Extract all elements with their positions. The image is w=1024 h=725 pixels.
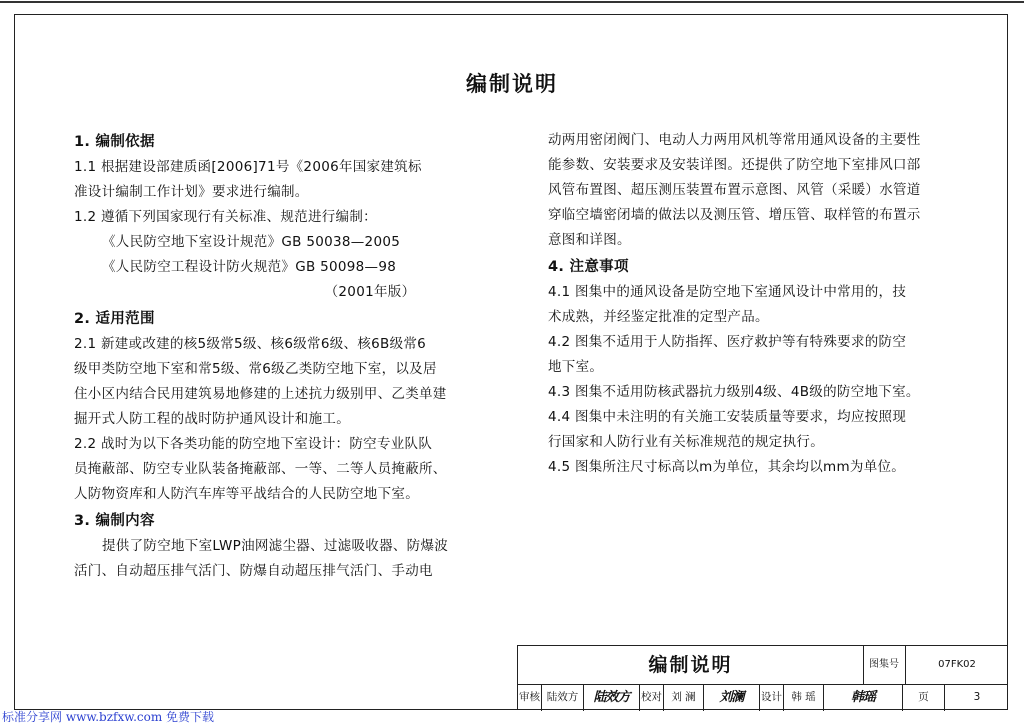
standard-edition: （2001年版） <box>324 284 416 300</box>
text-line: 术成熟，并经鉴定批准的定型产品。 <box>548 309 769 325</box>
text-line: 1.2 遵循下列国家现行有关标准、规范进行编制： <box>74 209 377 225</box>
checker-signature: 刘澜 <box>704 684 760 711</box>
standard-reference: 《人民防空工程设计防火规范》GB 50098—98 <box>102 259 397 275</box>
text-line: 4.2 图集不适用于人防指挥、医疗救护等有特殊要求的防空 <box>548 334 907 350</box>
title-block-top-row <box>518 646 1008 685</box>
atlas-number: 07FK02 <box>938 659 976 670</box>
text-line: 风管布置图、超压测压装置布置示意图、风管（采暖）水管道 <box>548 182 921 198</box>
text-line: 1.1 根据建设部建质函[2006]71号《2006年国家建筑标 <box>74 159 422 175</box>
section-heading-content: 3. 编制内容 <box>74 513 155 529</box>
text-line: 行国家和人防行业有关标准规范的规定执行。 <box>548 434 824 450</box>
text-line: 活门、自动超压排气活门、防爆自动超压排气活门、手动电 <box>74 563 433 579</box>
design-label: 设计 <box>760 684 784 711</box>
text-line: 提供了防空地下室LWP油网滤尘器、过滤吸收器、防爆波 <box>102 538 449 554</box>
text-line: 员掩蔽部、防空专业队装备掩蔽部、一等、二等人员掩蔽所、 <box>74 461 447 477</box>
watermark-text: 标准分享网 www.bzfxw.com 免费下载 <box>2 710 215 724</box>
text-line: 掘开式人防工程的战时防护通风设计和施工。 <box>74 411 350 427</box>
text-line: 地下室。 <box>548 359 604 375</box>
text-line: 穿临空墙密闭墙的做法以及测压管、增压管、取样管的布置示 <box>548 207 921 223</box>
check-label: 校对 <box>640 684 664 711</box>
designer-name: 韩 瑶 <box>784 684 824 711</box>
text-line: 准设计编制工作计划》要求进行编制。 <box>74 184 309 200</box>
designer-signature: 韩瑶 <box>824 684 903 711</box>
text-line: 4.4 图集中未注明的有关施工安装质量等要求，均应按照现 <box>548 409 907 425</box>
text-line: 4.3 图集不适用防核武器抗力级别4级、4B级的防空地下室。 <box>548 384 920 400</box>
text-line: 人防物资库和人防汽车库等平战结合的人民防空地下室。 <box>74 486 419 502</box>
text-line: 级甲类防空地下室和常5级、常6级乙类防空地下室，以及居 <box>74 361 437 377</box>
text-line: 意图和详图。 <box>548 232 631 248</box>
title-block-sign-row <box>518 684 1008 711</box>
top-border-line <box>0 1 1024 3</box>
checker-name: 刘 澜 <box>664 684 704 711</box>
text-line: 4.5 图集所注尺寸标高以m为单位，其余均以mm为单位。 <box>548 459 906 475</box>
page-number: 3 <box>973 691 981 703</box>
text-line: 动两用密闭阀门、电动人力两用风机等常用通风设备的主要性 <box>548 132 921 148</box>
left-column <box>74 128 486 584</box>
atlas-number-label: 图集号 <box>863 646 906 684</box>
section-heading-scope: 2. 适用范围 <box>74 311 155 327</box>
text-line: 2.1 新建或改建的核5级常5级、核6级常6级、核6B级常6 <box>74 336 427 352</box>
reviewer-name: 陆效方 <box>542 684 584 711</box>
review-label: 审核 <box>518 684 542 711</box>
section-heading-basis: 1. 编制依据 <box>74 134 155 150</box>
text-line: 住小区内结合民用建筑易地修建的上述抗力级别甲、乙类单建 <box>74 386 447 402</box>
section-heading-notes: 4. 注意事项 <box>548 259 629 275</box>
title-block-title: 编制说明 <box>518 646 864 684</box>
reviewer-signature: 陆效方 <box>584 684 640 711</box>
right-column <box>548 128 960 480</box>
text-line: 能参数、安装要求及安装详图。还提供了防空地下室排风口部 <box>548 157 921 173</box>
standard-reference: 《人民防空地下室设计规范》GB 50038—2005 <box>102 234 401 250</box>
text-line: 2.2 战时为以下各类功能的防空地下室设计：防空专业队队 <box>74 436 433 452</box>
text-line: 4.1 图集中的通风设备是防空地下室通风设计中常用的，技 <box>548 284 907 300</box>
page-title: 编制说明 <box>466 72 558 96</box>
page-label: 页 <box>903 684 945 711</box>
title-block <box>517 645 1008 710</box>
